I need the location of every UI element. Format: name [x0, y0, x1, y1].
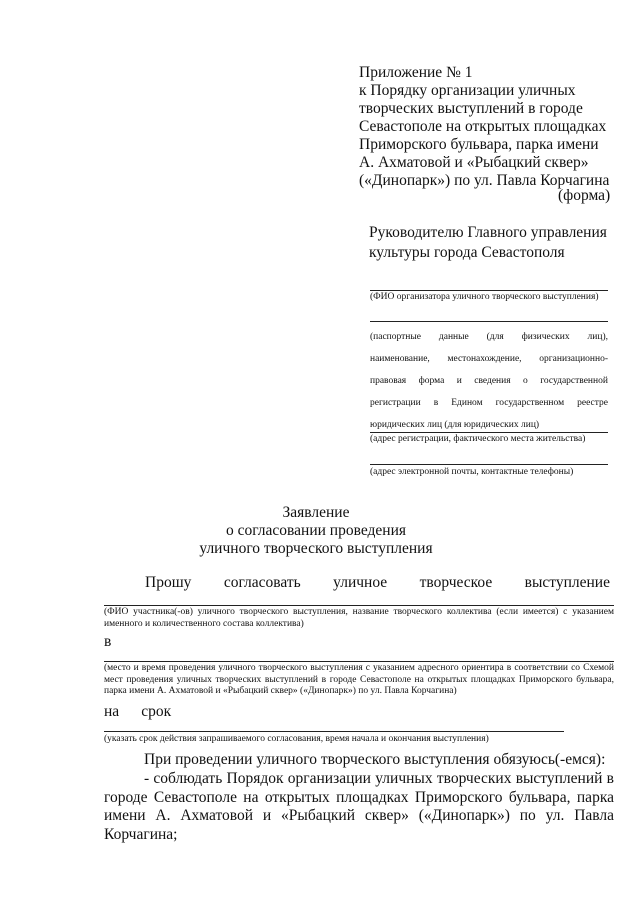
address-line[interactable] [370, 432, 608, 433]
obligations-intro: При проведении уличного творческого выступления обязуюсь(-емся): [144, 751, 606, 768]
addressee-line-1: Руководителю Главного управления [369, 224, 607, 241]
addressee-block [369, 223, 607, 263]
term-caption: (указать срок действия запрашиваемого согласования, время начала и окончания выступления) [104, 734, 489, 744]
form-label: (форма) [558, 187, 611, 204]
annex-line: Приложение № 1 [359, 64, 473, 81]
document-title: Заявление [282, 504, 350, 521]
annex-header [359, 64, 619, 190]
passport-row: правовая форма и сведения о государственной [370, 376, 608, 386]
addressee-line-2: культуры города Севастополя [369, 244, 565, 261]
passport-row: (паспортные данные (для физических лиц), [370, 332, 608, 342]
term-label: на срок [104, 703, 172, 720]
document-subtitle: уличного творческого выступления [199, 540, 433, 557]
annex-line: А. Ахматовой и «Рыбацкий сквер» [359, 154, 589, 171]
participants-line[interactable] [104, 605, 614, 606]
passport-line[interactable] [370, 321, 608, 322]
passport-row: наименование, местонахождение, организационно- [370, 354, 608, 364]
annex-line: Приморского бульвара, парка имени [359, 136, 599, 153]
place-line[interactable] [104, 661, 614, 662]
term-line[interactable] [104, 731, 564, 732]
annex-line: («Динопарк») по ул. Павла Корчагина [359, 172, 610, 189]
in-label: в [104, 633, 112, 650]
document-subtitle: о согласовании проведения [225, 522, 406, 539]
fio-line[interactable] [370, 290, 608, 291]
place-caption: (место и время проведения уличного творческого выступления с указанием адресного ориентира в соответствии со Схемой мест проведения уличных творческих выступлений в городе Севастополе на открытых площадках Приморского бульвара, парка имени А. Ахматовой и «Рыбацкий сквер» («Динопарк») по ул. Павла Корчагина) [104, 663, 614, 696]
address-caption: (адрес регистрации, фактического места жительства) [370, 434, 586, 444]
passport-caption [370, 326, 608, 436]
annex-line: к Порядку организации уличных [359, 82, 576, 99]
passport-row: регистрации в Едином государственном реестре [370, 398, 608, 408]
annex-line: творческих выступлений в городе [359, 100, 583, 117]
contacts-caption: (адрес электронной почты, контактные телефоны) [370, 467, 574, 477]
contacts-line[interactable] [370, 464, 608, 465]
passport-row: юридических лиц (для юридических лиц) [370, 420, 540, 430]
annex-line: Севастополе на открытых площадках [359, 118, 607, 135]
participants-caption: (ФИО участника(-ов) уличного творческого выступления, название творческого коллектива (если имеется) с указанием именного и количественного состава коллектива) [104, 607, 614, 629]
fio-caption: (ФИО организатора уличного творческого выступления) [370, 292, 599, 302]
obligation-item: - соблюдать Порядок организации уличных творческих выступлений в городе Севастополе на открытых площадках Приморского бульвара, парка имени А. Ахматовой и «Рыбацкий сквер» («Динопарк») по ул. Павла Корчагина; [104, 770, 614, 843]
request-row: Прошу согласовать уличное творческое выступление [145, 574, 610, 591]
